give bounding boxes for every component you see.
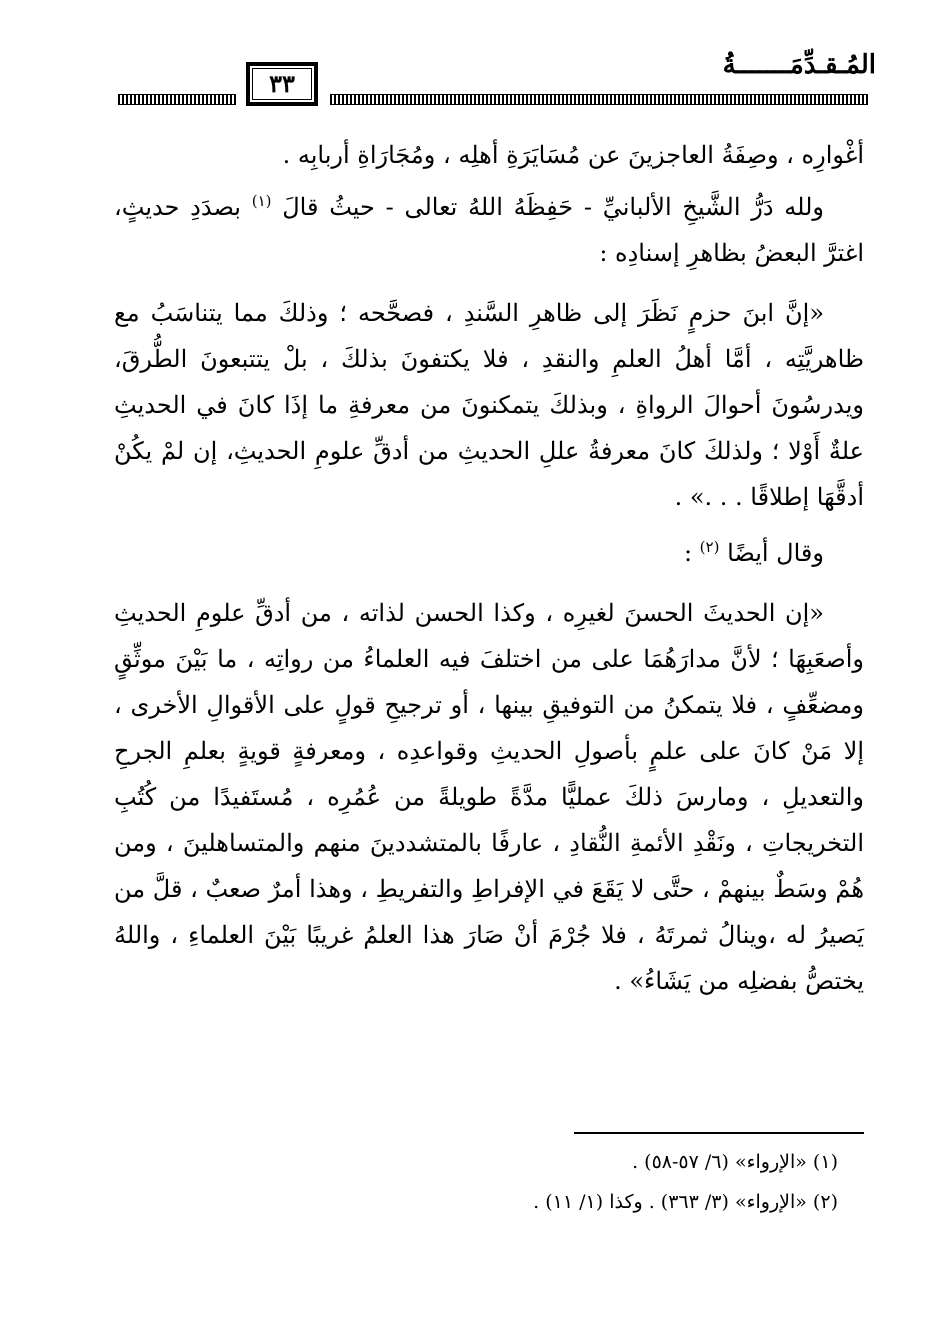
paragraph-text: وقال أيضًا [719, 539, 824, 567]
running-header-title: المُـقـدِّمَـــــــةُ [722, 50, 876, 80]
paragraph-text: : [683, 539, 700, 567]
paragraph-text: بصدَدِ حديثٍ، اغترَّ البعضُ بظاهرِ إسنادِه : [114, 193, 864, 267]
footnote-1: (١) «الإرواء» (٦/ ٥٧-٥٨) . [632, 1151, 838, 1173]
page-number-box: ٣٣ [246, 62, 318, 106]
main-text [114, 132, 864, 1004]
paragraph-continuation: أغْوارِه ، وصِفَةُ العاجزينَ عن مُسَايَرَةِ أهلِه ، ومُجَارَاةِ أربابِه . [282, 141, 864, 169]
paragraph-also-said [114, 530, 864, 576]
quotation-1: «إنَّ ابنَ حزمٍ نَظَرَ إلى ظاهرِ السَّندِ ، فصحَّحه ؛ وذلكَ مما يتناسَبُ مع ظاهريَّتِه ، أمَّا أهلُ العلمِ والنقدِ ، فلا يكتفونَ بذلكَ ، بلْ يتتبعونَ الطُّرقَ، ويدرسُونَ أحوالَ الرواةِ ، وبذلكَ يتمكنونَ من معرفةِ ما إذَا كانَ في الحديثِ علةٌ أَوْلا ؛ ولذلكَ كانَ معرفةُ عللِ الحديثِ من أدقِّ علومِ الحديثِ، إن لمْ يكُنْ أدقَّهَا إطلاقًا . . .» . [114, 299, 865, 511]
quotation-2: «إن الحديثَ الحسنَ لغيرِه ، وكذا الحسن لذاته ، من أدقِّ علومِ الحديثِ وأصعَبِهَا ؛ لأنَّ مدارَهُمَا على من اختلفَ فيه العلماءُ من رواتِه ، ما بَيْنَ موثِّقٍ ومضعِّفٍ ، فلا يتمكنُ من التوفيقِ بينها ، أو ترجيحِ قولٍ على الأقوالِ الأخرى ، إلا مَنْ كانَ على علمٍ بأصولِ الحديثِ وقواعدِه ، ومعرفةٍ قويةٍ بعلمِ الجرحِ والتعديلِ ، ومارسَ ذلكَ عمليًّا مدَّةً طويلةً من عُمُرِه ، مُستَفيدًا من كُتُبِ التخريجاتِ ، ونَقْدِ الأئمةِ النُّقادِ ، عارفًا بالمتشددينَ منهم والمتساهلينَ ، ومن هُمْ وسَطٌ بينهمْ ، حتَّى لا يَقَعَ في الإفراطِ والتفريطِ ، وهذا أمرٌ صعبٌ ، قلَّ من يَصيرُ له ،وينالُ ثمرتَهُ ، فلا جُرْمَ أنْ صَارَ هذا العلمُ غريبًا بَيْنَ العلماءِ ، واللهُ يختصُّ بفضلِه من يَشَاءُ» . [114, 599, 864, 995]
header-ornament-rule-right [330, 94, 868, 105]
footnotes [138, 1142, 838, 1222]
footnote-reference-2: (٢) [699, 538, 720, 556]
paragraph-albani-intro [114, 184, 864, 276]
footnote-2: (٢) «الإرواء» (٣/ ٣٦٣) . وكذا (١/ ١١) . [533, 1191, 838, 1213]
footnote-reference-1: (١) [251, 192, 272, 210]
footnote-separator [574, 1132, 864, 1134]
header-ornament-rule-left [118, 94, 236, 105]
paragraph-text: ولله دَرُّ الشَّيخِ الألبانيِّ - حَفِظَهُ اللهُ تعالى - حيثُ قالَ [271, 193, 824, 221]
